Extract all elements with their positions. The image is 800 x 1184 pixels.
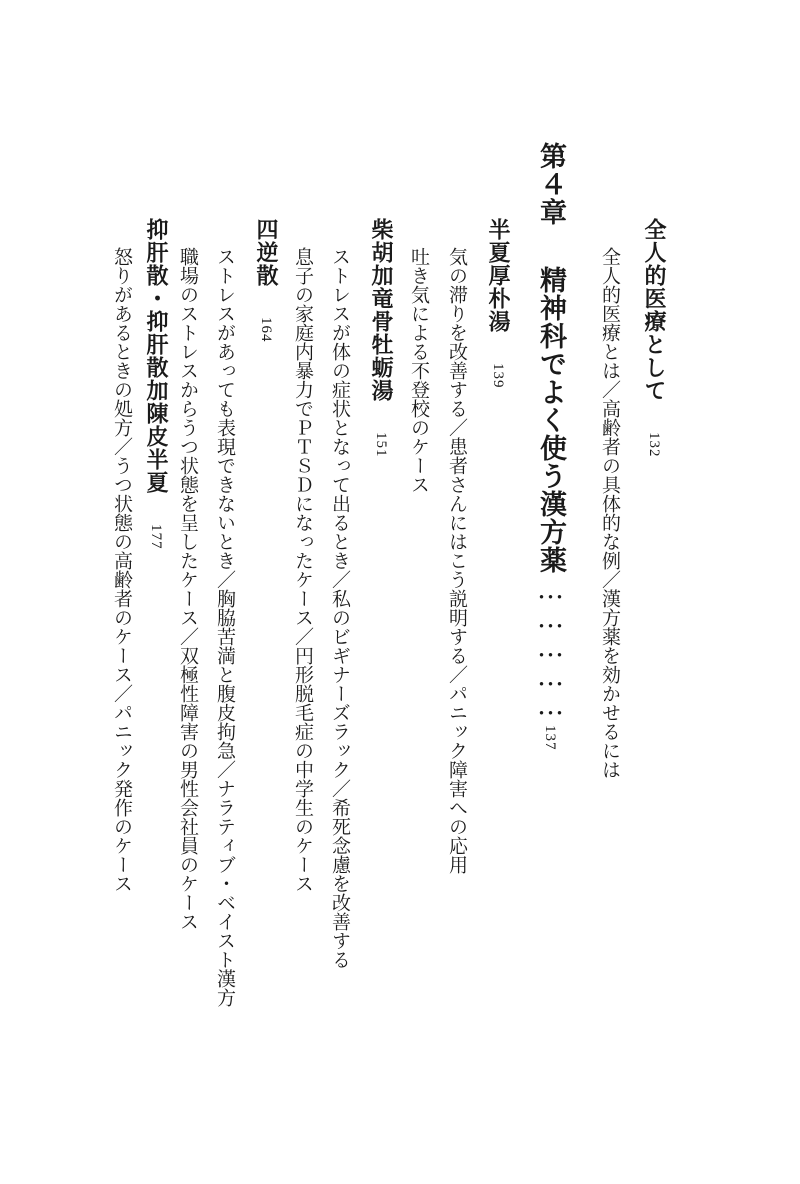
section-heading-shigyakusan [255, 218, 277, 343]
section-heading-saikokaryukotsuboreito [370, 218, 392, 458]
section-heading-yokukansan [145, 218, 167, 550]
chapter-number: 第４章 [535, 142, 566, 226]
page-number: 177 [148, 524, 164, 550]
body-line: 怒りがあるときの処方／うつ状態の高齢者のケース／パニック発作のケース [111, 247, 133, 893]
page-number: 164 [258, 317, 274, 343]
page-number: 137 [542, 725, 558, 751]
body-line: 全人的医療とは／高齢者の具体的な例／漢方薬を効かせるには [599, 247, 621, 779]
body-line: ストレスがあっても表現できないとき／胸脇苦満と腹皮拘急／ナラティブ・ベイスト漢方 [214, 247, 236, 1007]
chapter-title: 精神科でよく使う漢方薬 [535, 266, 566, 574]
section-title: 半夏厚朴湯 [485, 218, 511, 333]
section-heading-zenjinteki [643, 218, 665, 458]
chapter-heading-4 [537, 142, 564, 751]
section-heading-hangekobokuto [487, 218, 509, 389]
page-number: 132 [646, 432, 662, 458]
dot-leader: …………… [535, 574, 566, 719]
body-line: 職場のストレスからうつ状態を呈したケース／双極性障害の男性会社員のケース [177, 247, 199, 931]
page-number: 139 [490, 363, 506, 389]
body-line: 息子の家庭内暴力でＰＴＳＤになったケース／円形脱毛症の中学生のケース [292, 247, 314, 893]
body-line: ストレスが体の症状となって出るとき／私のビギナーズラック／希死念慮を改善する [329, 247, 351, 969]
page-number: 151 [373, 432, 389, 458]
body-line: 気の滞りを改善する／患者さんにはこう説明する／パニック障害への応用 [446, 247, 468, 874]
body-line: 吐き気による不登校のケース [408, 247, 430, 494]
section-title: 四逆散 [253, 218, 279, 287]
section-title: 抑肝散・抑肝散加陳皮半夏 [143, 218, 169, 494]
section-title: 全人的医療として [641, 218, 667, 402]
section-title: 柴胡加竜骨牡蛎湯 [368, 218, 394, 402]
